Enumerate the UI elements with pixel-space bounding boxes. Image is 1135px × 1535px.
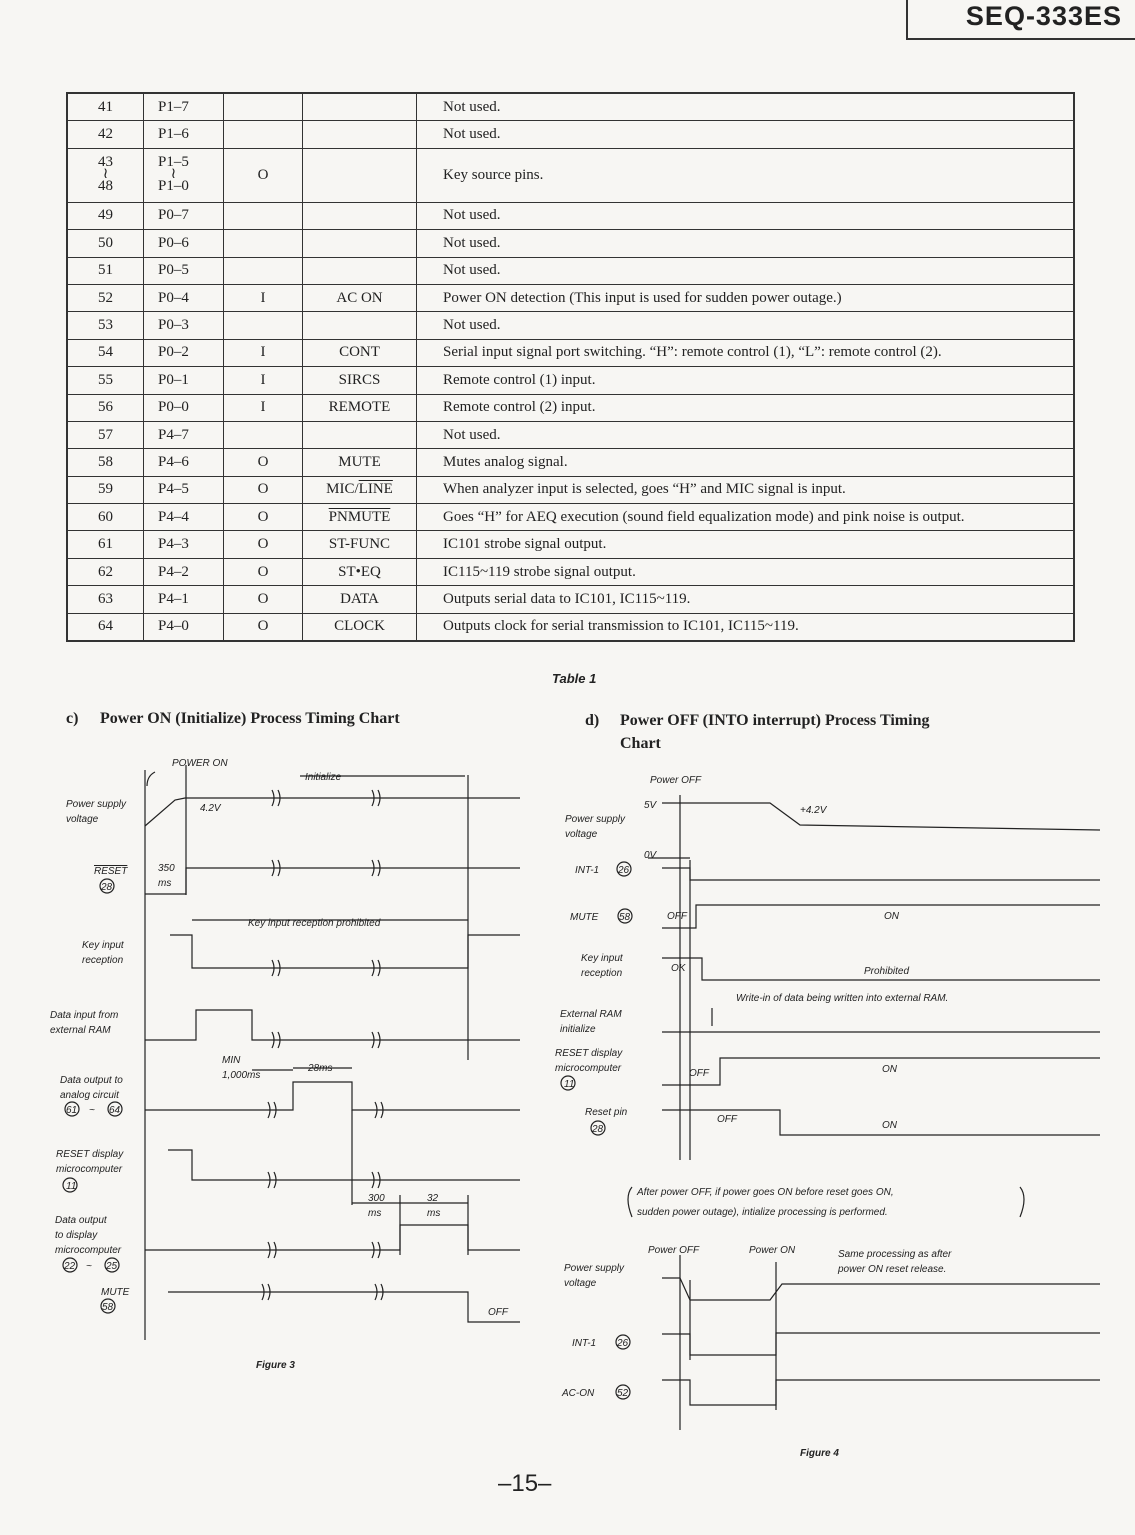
section-d-label: d)	[585, 712, 600, 729]
fig4-writein: Write-in of data being written into external RAM.	[736, 993, 949, 1004]
fig4-reset-pin: Reset pin	[585, 1107, 628, 1118]
fig4-same-1: Same processing as after	[838, 1249, 952, 1260]
port-name: P4–3	[144, 531, 224, 558]
signal-name: AC ON	[303, 284, 417, 311]
fig4-power-supply-b: Power supply	[564, 1263, 625, 1274]
key-prohibited-label: Key input reception prohibited	[248, 918, 381, 929]
description: When analyzer input is selected, goes “H” and MIC signal is input.	[417, 476, 1075, 503]
section-d-title-2: Chart	[620, 735, 661, 752]
fig4-key-input-2: reception	[581, 968, 623, 979]
t350-label: 350	[158, 863, 175, 874]
pin-number: 56	[67, 394, 144, 421]
fig4-rp-off: OFF	[717, 1114, 737, 1125]
io-direction: O	[224, 449, 303, 476]
fig4-external-ram-2: initialize	[560, 1024, 596, 1035]
description: Not used.	[417, 421, 1075, 448]
table-caption: Table 1	[552, 671, 597, 686]
pin-number: 49	[67, 202, 144, 229]
signal-name: DATA	[303, 586, 417, 613]
description: Goes “H” for AEQ execution (sound field equalization mode) and pink noise is output.	[417, 504, 1075, 531]
pin-number: 52	[67, 284, 144, 311]
port-name: P0–2	[144, 339, 224, 366]
fig4-note-2: sudden power outage), intialize processing is performed.	[637, 1207, 888, 1218]
port-name: P0–4	[144, 284, 224, 311]
fig4-acon: AC-ON	[562, 1388, 595, 1399]
pin-28: 28	[101, 882, 113, 893]
t32-label: 32	[427, 1193, 439, 1204]
signal-mute: MUTE	[101, 1287, 130, 1298]
port-name: P1–7	[144, 93, 224, 121]
pin-22: 22	[64, 1261, 76, 1272]
v42-label: 4.2V	[200, 803, 221, 814]
signal-key-input-2: reception	[82, 955, 124, 966]
pin-number: 64	[67, 613, 144, 641]
fig4-prohibited: Prohibited	[864, 966, 910, 977]
port-name: P0–6	[144, 230, 224, 257]
signal-name: REMOTE	[303, 394, 417, 421]
io-direction: I	[224, 367, 303, 394]
pin-number: 60	[67, 504, 144, 531]
io-direction: O	[224, 476, 303, 503]
io-direction: O	[224, 504, 303, 531]
signal-name: CONT	[303, 339, 417, 366]
fig4-external-ram: External RAM	[560, 1009, 622, 1020]
pin-number: 42	[67, 121, 144, 148]
signal-reset-display-2: microcomputer	[56, 1164, 123, 1175]
t1000-label: 1,000ms	[222, 1070, 261, 1081]
page-number: –15–	[498, 1470, 552, 1497]
pin-number: 54	[67, 339, 144, 366]
fig4-power-supply-b2: voltage	[564, 1278, 597, 1289]
signal-reset: RESET	[94, 866, 128, 877]
signal-name: SIRCS	[303, 367, 417, 394]
fig4-ok: OK	[671, 963, 686, 974]
signal-data-output-analog-2: analog circuit	[60, 1090, 119, 1101]
signal-data-output-display-2: to display	[55, 1230, 98, 1241]
pin-11: 11	[66, 1181, 77, 1192]
ms-label-2: ms	[368, 1208, 382, 1219]
signal-name: MIC/LINE	[303, 476, 417, 503]
fig4-int1: INT-1	[575, 865, 600, 876]
pin-number: 51	[67, 257, 144, 284]
io-direction: O	[224, 531, 303, 558]
io-direction: O	[224, 586, 303, 613]
signal-name: CLOCK	[303, 613, 417, 641]
fig4-rst-on: ON	[882, 1064, 897, 1075]
fig4-power-supply: Power supply	[565, 814, 626, 825]
description: Not used.	[417, 230, 1075, 257]
port-name: P0–0	[144, 394, 224, 421]
fig4-5v: 5V	[644, 800, 657, 811]
port-name: P4–0	[144, 613, 224, 641]
figure-4-caption: Figure 4	[800, 1448, 839, 1459]
fig4-power-supply-2: voltage	[565, 829, 598, 840]
description: IC115~119 strobe signal output.	[417, 558, 1075, 585]
port-name: P0–1	[144, 367, 224, 394]
port-name: P4–2	[144, 558, 224, 585]
description: Not used.	[417, 121, 1075, 148]
fig4-pin-26: 26	[618, 865, 630, 876]
signal-data-output-display: Data output	[55, 1215, 107, 1226]
pin-number: 62	[67, 558, 144, 585]
signal-name: MUTE	[303, 449, 417, 476]
pin-number: 53	[67, 312, 144, 339]
description: Mutes analog signal.	[417, 449, 1075, 476]
fig4-pin-28: 28	[592, 1124, 604, 1135]
initialize-label: Initialize	[305, 772, 342, 783]
ms-label: ms	[158, 878, 172, 889]
port-name: P4–5	[144, 476, 224, 503]
fig4-reset-display-2: microcomputer	[555, 1063, 622, 1074]
pin-number: 50	[67, 230, 144, 257]
power-on-label: POWER ON	[172, 758, 228, 769]
signal-name: ST-FUNC	[303, 531, 417, 558]
port-name: P1–6	[144, 121, 224, 148]
description: IC101 strobe signal output.	[417, 531, 1075, 558]
model-number: SEQ-333ES	[906, 0, 1135, 40]
description: Not used.	[417, 202, 1075, 229]
description: Serial input signal port switching. “H”: remote control (1), “L”: remote control (2).	[417, 339, 1075, 366]
signal-reset-display: RESET display	[56, 1149, 124, 1160]
signal-name: PNMUTE	[303, 504, 417, 531]
io-direction: O	[224, 148, 303, 202]
tilde-61-64: ~	[89, 1105, 95, 1116]
pin-25: 25	[106, 1261, 118, 1272]
fig4-int1-b: INT-1	[572, 1338, 597, 1349]
port-name: P4–7	[144, 421, 224, 448]
fig4-same-2: power ON reset release.	[838, 1264, 947, 1275]
tilde-22-25: ~	[86, 1261, 92, 1272]
section-d-title: Power OFF (INTO interrupt) Process Timing	[620, 712, 930, 729]
description: Remote control (2) input.	[417, 394, 1075, 421]
fig4-mute-on: ON	[884, 911, 899, 922]
description: Not used.	[417, 93, 1075, 121]
fig4-power-off-2: Power OFF	[648, 1245, 700, 1256]
signal-key-input: Key input	[82, 940, 124, 951]
fig4-42v: +4.2V	[800, 805, 827, 816]
description: Outputs clock for serial transmission to IC101, IC115~119.	[417, 613, 1075, 641]
fig4-mute: MUTE	[570, 912, 599, 923]
ms-label-3: ms	[427, 1208, 441, 1219]
min-label: MIN	[222, 1055, 241, 1066]
t300-label: 300	[368, 1193, 385, 1204]
pin-64: 64	[109, 1105, 121, 1116]
port-name: P4–4	[144, 504, 224, 531]
io-direction: I	[224, 284, 303, 311]
port-name: P4–1	[144, 586, 224, 613]
port-name: P0–5	[144, 257, 224, 284]
section-c-title: Power ON (Initialize) Process Timing Chart	[100, 710, 400, 727]
t28-label: 28ms	[308, 1063, 333, 1074]
signal-data-input: Data input from	[50, 1010, 119, 1021]
fig4-note-1: After power OFF, if power goes ON before reset goes ON,	[637, 1187, 894, 1198]
signal-data-output-analog: Data output to	[60, 1075, 123, 1086]
pin-number: 63	[67, 586, 144, 613]
fig4-key-input: Key input	[581, 953, 623, 964]
io-direction: I	[224, 394, 303, 421]
range-stack: 43 ≀ 48	[98, 153, 113, 194]
pin-number: 41	[67, 93, 144, 121]
description: Not used.	[417, 257, 1075, 284]
mute-off-label: OFF	[488, 1307, 508, 1318]
fig4-pin-58: 58	[619, 912, 631, 923]
description: Not used.	[417, 312, 1075, 339]
pin-number: 59	[67, 476, 144, 503]
description: Remote control (1) input.	[417, 367, 1075, 394]
description: Outputs serial data to IC101, IC115~119.	[417, 586, 1075, 613]
signal-data-output-display-3: microcomputer	[55, 1245, 122, 1256]
fig4-rst-off: OFF	[689, 1068, 709, 1079]
io-direction: O	[224, 558, 303, 585]
description: Key source pins.	[417, 148, 1075, 202]
fig4-pin-11: 11	[564, 1079, 575, 1090]
pin-58: 58	[102, 1302, 114, 1313]
signal-data-input-2: external RAM	[50, 1025, 111, 1036]
signal-power-supply-2: voltage	[66, 814, 99, 825]
io-direction: I	[224, 339, 303, 366]
range-stack: P1–5 ≀ P1–0	[158, 153, 189, 194]
port-name: P4–6	[144, 449, 224, 476]
port-name: P0–3	[144, 312, 224, 339]
signal-power-supply: Power supply	[66, 799, 127, 810]
pin-number: 61	[67, 531, 144, 558]
fig4-power-off: Power OFF	[650, 775, 702, 786]
fig4-pin-26-b: 26	[617, 1338, 629, 1349]
pin-number: 58	[67, 449, 144, 476]
pin-number: 55	[67, 367, 144, 394]
signal-name: ST•EQ	[303, 558, 417, 585]
description: Power ON detection (This input is used for sudden power outage.)	[417, 284, 1075, 311]
pin-number: 57	[67, 421, 144, 448]
fig4-rp-on: ON	[882, 1120, 897, 1131]
fig4-power-on: Power ON	[749, 1245, 796, 1256]
pin-61: 61	[66, 1105, 78, 1116]
section-c-label: c)	[66, 710, 79, 727]
fig4-0v: 0V	[644, 850, 657, 861]
fig4-pin-52: 52	[617, 1388, 629, 1399]
port-name: P0–7	[144, 202, 224, 229]
io-direction: O	[224, 613, 303, 641]
figure-3-caption: Figure 3	[256, 1360, 295, 1371]
fig4-reset-display: RESET display	[555, 1048, 623, 1059]
fig4-mute-off: OFF	[667, 911, 687, 922]
